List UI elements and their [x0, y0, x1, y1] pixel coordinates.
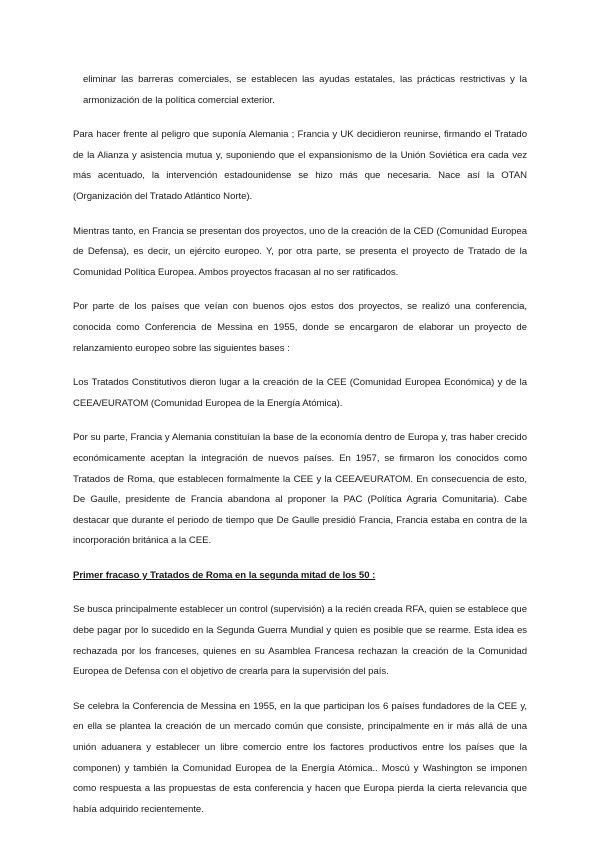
paragraph-conferencia-messina: Por parte de los países que veían con buenos ojos estos dos proyectos, se realizó una conferencia, conocida como Conferencia de Messina en 1955, donde se encargaron de elaborar un proyecto de relanzamiento europeo sobre las siguientes bases : — [73, 301, 527, 354]
paragraph-mercado-comun: Se celebra la Conferencia de Messina en 1955, en la que participan los 6 países fundadores de la CEE y, en ella se plantea la creación de un mercado común que consiste, principalmente en ir más allá de una unión aduanera y establecer un libre comercio entre los factores productivos entre los países que la componen) y también la Comunidad Europea de la Energía Atómica.. Moscú y Washington se imponen como respuesta a las propuestas de esta conferencia y hacen que Europa pierda la cierta relevancia que había adquirido recientemente. — [73, 700, 527, 815]
section-heading: Primer fracaso y Tratados de Roma en la segunda mitad de los 50 : — [73, 569, 376, 581]
paragraph-continuation: eliminar las barreras comerciales, se establecen las ayudas estatales, las prácticas restrictivas y la armonización de la política comercial exterior. — [83, 74, 527, 106]
paragraph-otan: Para hacer frente al peligro que suponía Alemania ; Francia y UK decidieron reunirse, firmando el Tratado de la Alianza y asistencia mutua y, suponiendo que el expansionismo de la Unión Soviética era cada vez más acentuado, la intervención estadounidense se hizo más que necesaria. Nace así la OTAN (Organización del Tratado Atlántico Norte). — [73, 129, 527, 202]
paragraph-ced-proyectos: Mientras tanto, en Francia se presentan dos proyectos, uno de la creación de la CED (Comunidad Europea de Defensa), es decir, un ejército europeo. Y, por otra parte, se presenta el proyecto de Tratado de la Comunidad Política Europea. Ambos proyectos fracasan al no ser ratificados. — [73, 225, 527, 278]
paragraph-tratados-constitutivos: Los Tratados Constitutivos dieron lugar a la creación de la CEE (Comunidad Europea Económica) y de la CEEA/EURATOM (Comunidad Europea de la Energía Atómica). — [73, 377, 527, 409]
paragraph-tratados-roma: Por su parte, Francia y Alemania constituían la base de la economía dentro de Europa y, tras haber crecido económicamente aceptan la integración de nuevos países. En 1957, se firmaron los conocidos como Tratados de Roma, que establecen formalmente la CEE y la CEEA/EURATOM. En consecuencia de esto, De Gaulle, presidente de Francia abandona al proponer la PAC (Política Agraria Comunitaria). Cabe destacar que durante el periodo de tiempo que De Gaulle presidió Francia, Francia estaba en contra de la incorporación británica a la CEE. — [73, 432, 527, 547]
document-body — [73, 70, 527, 834]
paragraph-control-rfa: Se busca principalmente establecer un control (supervisión) a la recién creada RFA, quien se establece que debe pagar por lo sucedido en la Segunda Guerra Mundial y quien es posible que se rearme. Esta idea es rechazada por los franceses, quienes en su Asamblea Francesa rechazan la creación de la Comunidad Europea de Defensa con el objetivo de crearla para la supervisión del país. — [73, 604, 527, 678]
